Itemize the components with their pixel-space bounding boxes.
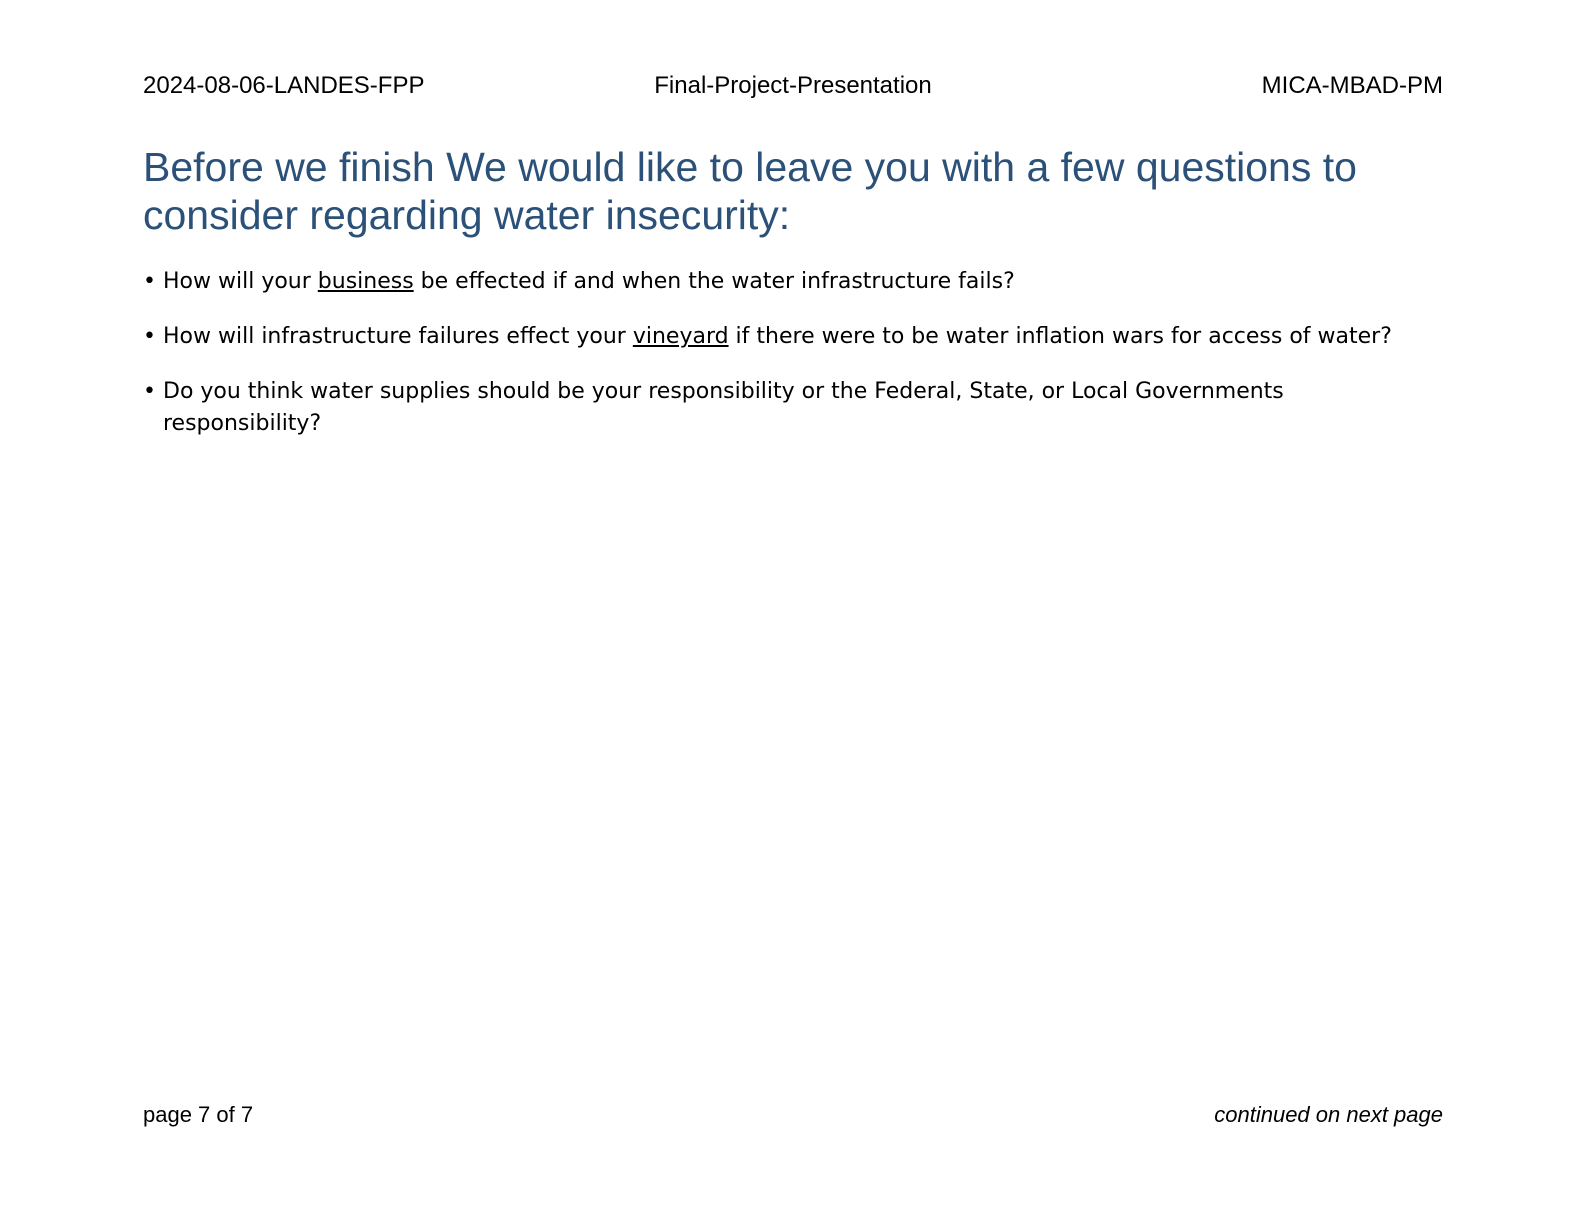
- question-text: Do you think water supplies should be your responsibility or the Federal, State, or Local Governments responsibility?: [163, 379, 1284, 436]
- page-number: page 7 of 7: [143, 1102, 254, 1127]
- document-id: 2024-08-06-LANDES-FPP: [143, 72, 425, 99]
- list-item: [143, 266, 1443, 298]
- underlined-word: vineyard: [632, 324, 729, 349]
- section-title: Before we finish We would like to leave you with a few questions to consider regarding water insecurity:: [143, 144, 1357, 238]
- page-footer: [143, 1100, 1443, 1130]
- question-text-before: How will infrastructure failures effect your: [163, 324, 633, 349]
- bullet-icon: •: [143, 324, 156, 349]
- question-text-after: be effected if and when the water infrastructure fails?: [413, 269, 1015, 294]
- bullet-icon: •: [143, 269, 156, 294]
- page-header: [143, 70, 1443, 102]
- question-text-before: How will your: [163, 269, 318, 294]
- question-text-after: if there were to be water inflation wars for access of water?: [728, 324, 1392, 349]
- list-item: [143, 376, 1443, 440]
- list-item: [143, 321, 1443, 353]
- course-code: MICA-MBAD-PM: [1261, 72, 1443, 99]
- continued-note: continued on next page: [1214, 1102, 1443, 1127]
- underlined-word: business: [317, 269, 414, 294]
- document-title-header: Final-Project-Presentation: [654, 72, 932, 99]
- bullet-icon: •: [143, 379, 156, 404]
- question-list: [143, 266, 1443, 463]
